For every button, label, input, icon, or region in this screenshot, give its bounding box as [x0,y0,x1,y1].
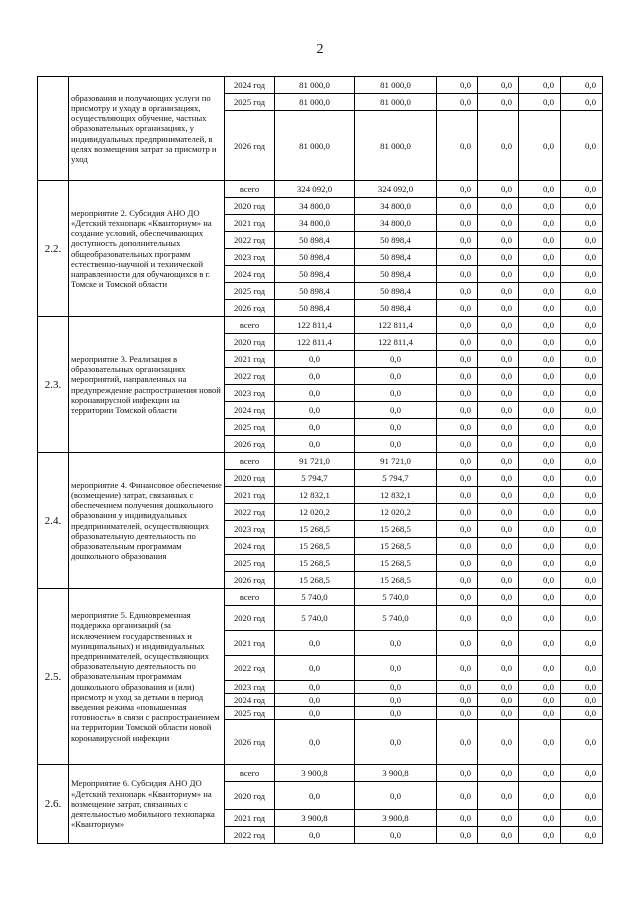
value-cell: 0,0 [519,589,561,606]
item-description: образования и получающих услуги по присмотру и уходу в организациях, осуществляющих обучение, частных образовательных организациях, у индивидуальных предпринимателей, в целях возмещения затрат за присмотр и уход [69,77,225,181]
total-cell: 12 020,2 [275,504,355,521]
year-cell: 2023 год [225,249,275,266]
value-cell: 0,0 [519,681,561,694]
value-cell: 0,0 [437,77,478,94]
value-cell: 0,0 [478,765,519,782]
value-cell: 0,0 [478,810,519,827]
value-cell: 0,0 [561,385,603,402]
value-cell: 0,0 [478,77,519,94]
item-description: мероприятие 2. Субсидия АНО ДО «Детский технопарк «Кванториум» на создание условий, обеспечивающих доступность дополнительных общеобразовательных программ естественно-научной и технической направленности для обучающихся в г. Томске и Томской области [69,181,225,317]
value-cell: 0,0 [478,827,519,844]
table-row [38,765,603,782]
value-cell: 0,0 [561,266,603,283]
value-cell: 0,0 [478,606,519,631]
total-cell: 0,0 [275,720,355,765]
value-cell: 0,0 [437,538,478,555]
value-cell: 0,0 [478,198,519,215]
value-cell: 50 898,4 [355,266,437,283]
value-cell: 0,0 [561,249,603,266]
value-cell: 0,0 [519,215,561,232]
value-cell: 0,0 [355,368,437,385]
total-cell: 81 000,0 [275,111,355,181]
value-cell: 0,0 [437,94,478,111]
value-cell: 0,0 [561,765,603,782]
value-cell: 0,0 [519,436,561,453]
total-cell: 0,0 [275,681,355,694]
value-cell: 0,0 [355,827,437,844]
value-cell: 15 268,5 [355,521,437,538]
total-cell: 5 740,0 [275,589,355,606]
total-cell: 3 900,8 [275,810,355,827]
year-cell: 2024 год [225,266,275,283]
value-cell: 0,0 [519,555,561,572]
value-cell: 0,0 [355,782,437,810]
value-cell: 0,0 [519,198,561,215]
value-cell: 0,0 [437,470,478,487]
value-cell: 0,0 [437,300,478,317]
value-cell: 0,0 [478,94,519,111]
value-cell: 0,0 [561,232,603,249]
value-cell: 5 794,7 [355,470,437,487]
value-cell: 5 740,0 [355,589,437,606]
total-cell: 0,0 [275,631,355,656]
year-cell: всего [225,765,275,782]
total-cell: 0,0 [275,656,355,681]
year-cell: 2020 год [225,334,275,351]
value-cell: 0,0 [519,385,561,402]
value-cell: 0,0 [561,810,603,827]
year-cell: 2025 год [225,94,275,111]
value-cell: 0,0 [478,266,519,283]
item-description: мероприятие 5. Единовременная поддержка организаций (за исключением государственных и муниципальных) и индивидуальных предпринимателей, осуществляющих образовательную деятельность по образовательным программам дошкольного образования и (или) присмотр и уход за детьми в период введения режима «повышенная готовность» в связи с распространением на территории Томской области новой коронавирусной инфекции [69,589,225,765]
value-cell: 0,0 [561,538,603,555]
value-cell: 0,0 [519,232,561,249]
value-cell: 0,0 [478,334,519,351]
value-cell: 0,0 [478,720,519,765]
total-cell: 0,0 [275,402,355,419]
value-cell: 0,0 [561,436,603,453]
value-cell: 91 721,0 [355,453,437,470]
year-cell: всего [225,317,275,334]
item-description: мероприятие 4. Финансовое обеспечение (возмещение) затрат, связанных с обеспечением получения дошкольного образования у индивидуальных предпринимателей, осуществляющих образовательную деятельность по образовательным программам дошкольного образования [69,453,225,589]
value-cell: 0,0 [478,249,519,266]
item-number: 2.6. [38,765,69,844]
total-cell: 3 900,8 [275,765,355,782]
value-cell: 0,0 [561,283,603,300]
value-cell: 0,0 [355,402,437,419]
budget-table [37,76,603,844]
year-cell: 2020 год [225,606,275,631]
total-cell: 0,0 [275,419,355,436]
year-cell: 2025 год [225,419,275,436]
value-cell: 0,0 [437,111,478,181]
value-cell: 34 800,0 [355,198,437,215]
total-cell: 12 832,1 [275,487,355,504]
value-cell: 0,0 [519,181,561,198]
value-cell: 0,0 [478,181,519,198]
year-cell: 2022 год [225,656,275,681]
value-cell: 0,0 [478,782,519,810]
total-cell: 324 092,0 [275,181,355,198]
value-cell: 50 898,4 [355,249,437,266]
year-cell: 2026 год [225,436,275,453]
total-cell: 81 000,0 [275,77,355,94]
value-cell: 0,0 [437,351,478,368]
value-cell: 0,0 [519,317,561,334]
table-row [38,77,603,94]
year-cell: 2023 год [225,521,275,538]
year-cell: всего [225,453,275,470]
value-cell: 0,0 [437,266,478,283]
value-cell: 0,0 [519,283,561,300]
value-cell: 0,0 [519,521,561,538]
value-cell: 12 020,2 [355,504,437,521]
value-cell: 0,0 [437,681,478,694]
value-cell: 0,0 [519,94,561,111]
value-cell: 81 000,0 [355,94,437,111]
value-cell: 0,0 [437,589,478,606]
total-cell: 50 898,4 [275,283,355,300]
value-cell: 34 800,0 [355,215,437,232]
value-cell: 0,0 [561,334,603,351]
value-cell: 0,0 [519,419,561,436]
value-cell: 0,0 [478,436,519,453]
value-cell: 0,0 [561,720,603,765]
value-cell: 0,0 [478,453,519,470]
value-cell: 0,0 [561,470,603,487]
value-cell: 0,0 [437,385,478,402]
total-cell: 15 268,5 [275,572,355,589]
total-cell: 0,0 [275,368,355,385]
value-cell: 0,0 [478,317,519,334]
value-cell: 0,0 [561,707,603,720]
value-cell: 0,0 [437,283,478,300]
value-cell: 0,0 [519,782,561,810]
year-cell: 2020 год [225,782,275,810]
value-cell: 0,0 [437,453,478,470]
total-cell: 50 898,4 [275,266,355,283]
total-cell: 81 000,0 [275,94,355,111]
item-number: 2.4. [38,453,69,589]
value-cell: 15 268,5 [355,555,437,572]
total-cell: 0,0 [275,827,355,844]
item-number: 2.3. [38,317,69,453]
year-cell: 2021 год [225,810,275,827]
value-cell: 0,0 [519,402,561,419]
value-cell: 0,0 [519,765,561,782]
value-cell: 0,0 [437,521,478,538]
value-cell: 122 811,4 [355,317,437,334]
value-cell: 0,0 [519,453,561,470]
value-cell: 0,0 [519,368,561,385]
value-cell: 0,0 [437,249,478,266]
total-cell: 5 740,0 [275,606,355,631]
value-cell: 0,0 [561,77,603,94]
value-cell: 0,0 [355,707,437,720]
value-cell: 0,0 [561,555,603,572]
value-cell: 0,0 [561,827,603,844]
value-cell: 0,0 [561,694,603,707]
value-cell: 0,0 [437,631,478,656]
value-cell: 0,0 [519,656,561,681]
value-cell: 0,0 [437,572,478,589]
year-cell: 2021 год [225,487,275,504]
value-cell: 0,0 [519,504,561,521]
value-cell: 0,0 [561,419,603,436]
value-cell: 0,0 [561,198,603,215]
value-cell: 81 000,0 [355,77,437,94]
value-cell: 0,0 [561,656,603,681]
value-cell: 0,0 [437,419,478,436]
value-cell: 0,0 [478,215,519,232]
item-description: Мероприятие 6. Субсидия АНО ДО «Детский технопарк «Кванториум» на возмещение затрат, связанных с деятельностью мобильного технопарка «Кванториум» [69,765,225,844]
value-cell: 0,0 [561,317,603,334]
value-cell: 0,0 [437,487,478,504]
value-cell: 0,0 [519,694,561,707]
value-cell: 0,0 [519,538,561,555]
value-cell: 0,0 [437,402,478,419]
value-cell: 0,0 [478,487,519,504]
year-cell: 2020 год [225,470,275,487]
total-cell: 34 800,0 [275,198,355,215]
value-cell: 0,0 [437,720,478,765]
value-cell: 5 740,0 [355,606,437,631]
value-cell: 0,0 [437,555,478,572]
year-cell: 2022 год [225,827,275,844]
value-cell: 0,0 [519,720,561,765]
value-cell: 0,0 [519,111,561,181]
year-cell: 2026 год [225,720,275,765]
value-cell: 0,0 [561,111,603,181]
value-cell: 0,0 [478,631,519,656]
total-cell: 122 811,4 [275,334,355,351]
value-cell: 0,0 [437,368,478,385]
total-cell: 50 898,4 [275,232,355,249]
value-cell: 0,0 [519,810,561,827]
value-cell: 0,0 [478,232,519,249]
year-cell: 2022 год [225,368,275,385]
year-cell: 2024 год [225,538,275,555]
value-cell: 0,0 [437,810,478,827]
item-description: мероприятие 3. Реализация в образовательных организациях мероприятий, направленных на предупреждение распространения новой коронавирусной инфекции на территории Томской области [69,317,225,453]
value-cell: 0,0 [561,681,603,694]
value-cell: 0,0 [437,232,478,249]
value-cell: 0,0 [478,470,519,487]
value-cell: 0,0 [561,631,603,656]
value-cell: 0,0 [561,521,603,538]
value-cell: 0,0 [561,487,603,504]
value-cell: 0,0 [561,606,603,631]
value-cell: 0,0 [355,681,437,694]
total-cell: 0,0 [275,694,355,707]
table-row [38,181,603,198]
total-cell: 0,0 [275,351,355,368]
value-cell: 0,0 [478,419,519,436]
value-cell: 0,0 [478,283,519,300]
year-cell: 2026 год [225,111,275,181]
total-cell: 122 811,4 [275,317,355,334]
value-cell: 0,0 [437,215,478,232]
table-row [38,317,603,334]
year-cell: 2024 год [225,402,275,419]
value-cell: 122 811,4 [355,334,437,351]
value-cell: 0,0 [561,351,603,368]
value-cell: 0,0 [478,368,519,385]
value-cell: 0,0 [355,351,437,368]
value-cell: 0,0 [561,368,603,385]
value-cell: 3 900,8 [355,765,437,782]
total-cell: 50 898,4 [275,300,355,317]
value-cell: 0,0 [519,351,561,368]
year-cell: 2025 год [225,283,275,300]
total-cell: 15 268,5 [275,521,355,538]
value-cell: 0,0 [519,487,561,504]
value-cell: 0,0 [561,572,603,589]
value-cell: 0,0 [561,782,603,810]
year-cell: всего [225,589,275,606]
total-cell: 0,0 [275,436,355,453]
value-cell: 0,0 [561,181,603,198]
value-cell: 0,0 [561,402,603,419]
total-cell: 0,0 [275,385,355,402]
item-number: 2.2. [38,181,69,317]
year-cell: всего [225,181,275,198]
year-cell: 2022 год [225,504,275,521]
total-cell: 0,0 [275,707,355,720]
value-cell: 0,0 [478,111,519,181]
value-cell: 0,0 [437,827,478,844]
value-cell: 0,0 [355,694,437,707]
total-cell: 15 268,5 [275,538,355,555]
year-cell: 2023 год [225,385,275,402]
value-cell: 0,0 [437,181,478,198]
value-cell: 0,0 [478,351,519,368]
year-cell: 2024 год [225,77,275,94]
table-row [38,453,603,470]
value-cell: 0,0 [478,589,519,606]
value-cell: 50 898,4 [355,232,437,249]
item-number [38,77,69,181]
value-cell: 0,0 [519,827,561,844]
value-cell: 0,0 [437,765,478,782]
value-cell: 0,0 [437,198,478,215]
value-cell: 0,0 [437,436,478,453]
table-body [38,77,603,844]
value-cell: 0,0 [437,782,478,810]
value-cell: 0,0 [478,694,519,707]
year-cell: 2023 год [225,681,275,694]
value-cell: 0,0 [478,572,519,589]
value-cell: 50 898,4 [355,283,437,300]
value-cell: 0,0 [478,555,519,572]
value-cell: 0,0 [519,77,561,94]
value-cell: 0,0 [478,681,519,694]
value-cell: 0,0 [478,656,519,681]
value-cell: 0,0 [478,504,519,521]
total-cell: 15 268,5 [275,555,355,572]
year-cell: 2022 год [225,232,275,249]
year-cell: 2025 год [225,555,275,572]
value-cell: 3 900,8 [355,810,437,827]
value-cell: 15 268,5 [355,572,437,589]
value-cell: 324 092,0 [355,181,437,198]
value-cell: 0,0 [519,249,561,266]
total-cell: 5 794,7 [275,470,355,487]
value-cell: 0,0 [561,94,603,111]
year-cell: 2026 год [225,300,275,317]
value-cell: 0,0 [355,385,437,402]
year-cell: 2024 год [225,694,275,707]
value-cell: 15 268,5 [355,538,437,555]
value-cell: 50 898,4 [355,300,437,317]
value-cell: 0,0 [561,504,603,521]
year-cell: 2025 год [225,707,275,720]
year-cell: 2021 год [225,631,275,656]
total-cell: 34 800,0 [275,215,355,232]
page-number: 2 [316,42,324,57]
value-cell: 81 000,0 [355,111,437,181]
total-cell: 50 898,4 [275,249,355,266]
value-cell: 0,0 [478,402,519,419]
value-cell: 0,0 [437,504,478,521]
value-cell: 0,0 [478,707,519,720]
value-cell: 0,0 [437,334,478,351]
year-cell: 2021 год [225,351,275,368]
value-cell: 0,0 [355,656,437,681]
value-cell: 0,0 [478,538,519,555]
value-cell: 0,0 [519,470,561,487]
year-cell: 2021 год [225,215,275,232]
value-cell: 0,0 [355,436,437,453]
value-cell: 0,0 [437,656,478,681]
value-cell: 0,0 [437,707,478,720]
value-cell: 0,0 [561,215,603,232]
value-cell: 0,0 [519,707,561,720]
total-cell: 91 721,0 [275,453,355,470]
value-cell: 0,0 [437,694,478,707]
value-cell: 0,0 [478,521,519,538]
value-cell: 0,0 [519,631,561,656]
value-cell: 0,0 [355,631,437,656]
value-cell: 0,0 [437,606,478,631]
value-cell: 0,0 [478,300,519,317]
value-cell: 0,0 [355,419,437,436]
value-cell: 0,0 [561,589,603,606]
table-row [38,589,603,606]
value-cell: 12 832,1 [355,487,437,504]
value-cell: 0,0 [561,300,603,317]
year-cell: 2020 год [225,198,275,215]
value-cell: 0,0 [355,720,437,765]
value-cell: 0,0 [478,385,519,402]
value-cell: 0,0 [519,266,561,283]
value-cell: 0,0 [519,300,561,317]
total-cell: 0,0 [275,782,355,810]
value-cell: 0,0 [561,453,603,470]
value-cell: 0,0 [519,572,561,589]
value-cell: 0,0 [437,317,478,334]
value-cell: 0,0 [519,606,561,631]
value-cell: 0,0 [519,334,561,351]
year-cell: 2026 год [225,572,275,589]
item-number: 2.5. [38,589,69,765]
